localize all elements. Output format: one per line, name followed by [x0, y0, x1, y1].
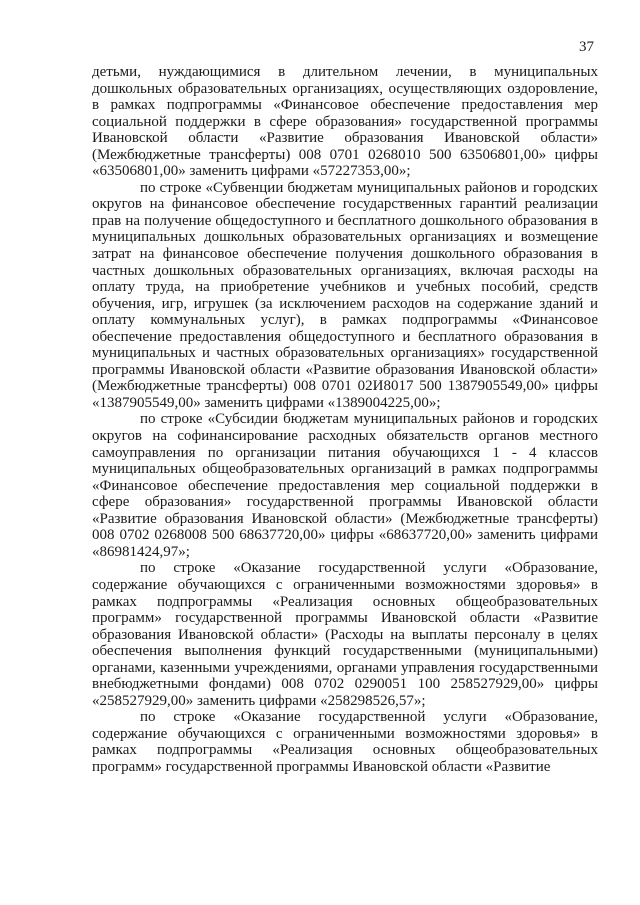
- paragraph-subventions-preschool: по строке «Субвенции бюджетам муниципальных районов и городских округов на финансовое обеспечение государственных гарантий реализации прав на получение общедоступного и бесплатного дошкольного образования в муниципальных дошкольных образовательных организациях и возмещение затрат на финансовое обеспечение получения дошкольного образования в частных дошкольных образовательных организациях, включая расходы на оплату труда, на приобретение учебников и учебных пособий, средств обучения, игр, игрушек (за исключением расходов на содержание зданий и оплату коммунальных услуг), в рамках подпрограммы «Финансовое обеспечение предоставления общедоступного и бесплатного образования в муниципальных и частных образовательных организациях» государственной программы Ивановской области «Развитие образования Ивановской области» (Межбюджетные трансферты) 008 0701 02И8017 500 1387905549,00» цифры «1387905549,00» заменить цифрами «1389004225,00»;: [92, 179, 598, 411]
- paragraph-continuation: детьми, нуждающимися в длительном лечении, в муниципальных дошкольных образовательных организациях, осуществляющих оздоровление, в рамках подпрограммы «Финансовое обеспечение предоставления мер социальной поддержки в сфере образования» государственной программы Ивановской области «Развитие образования Ивановской области» (Межбюджетные трансферты) 008 0701 0268010 500 63506801,00» цифры «63506801,00» заменить цифрами «57227353,00»;: [92, 64, 598, 180]
- paragraph-state-service-continued: по строке «Оказание государственной услуги «Образование, содержание обучающихся с ограниченными возможностями здоровья» в рамках подпрограммы «Реализация основных общеобразовательных программ» государственной программы Ивановской области «Развитие: [92, 709, 598, 775]
- document-body: [92, 64, 598, 776]
- paragraph-state-service-personnel: по строке «Оказание государственной услуги «Образование, содержание обучающихся с ограниченными возможностями здоровья» в рамках подпрограммы «Реализация основных общеобразовательных программ» государственной программы Ивановской области «Развитие образования Ивановской области» (Расходы на выплаты персоналу в целях обеспечения выполнения функций государственными (муниципальными) органами, казенными учреждениями, органами управления государственными внебюджетными фондами) 008 0702 0290051 100 258527929,00» цифры «258527929,00» заменить цифрами «258298526,57»;: [92, 560, 598, 709]
- page-number: 37: [579, 39, 594, 55]
- paragraph-subsidies-nutrition: по строке «Субсидии бюджетам муниципальных районов и городских округов на софинансирование расходных обязательств органов местного самоуправления по организации питания обучающихся 1 - 4 классов муниципальных общеобразовательных организаций в рамках подпрограммы «Финансовое обеспечение предоставления мер социальной поддержки в сфере образования» государственной программы Ивановской области «Развитие образования Ивановской области» (Межбюджетные трансферты) 008 0702 0268008 500 68637720,00» цифры «68637720,00» заменить цифрами «86981424,97»;: [92, 411, 598, 560]
